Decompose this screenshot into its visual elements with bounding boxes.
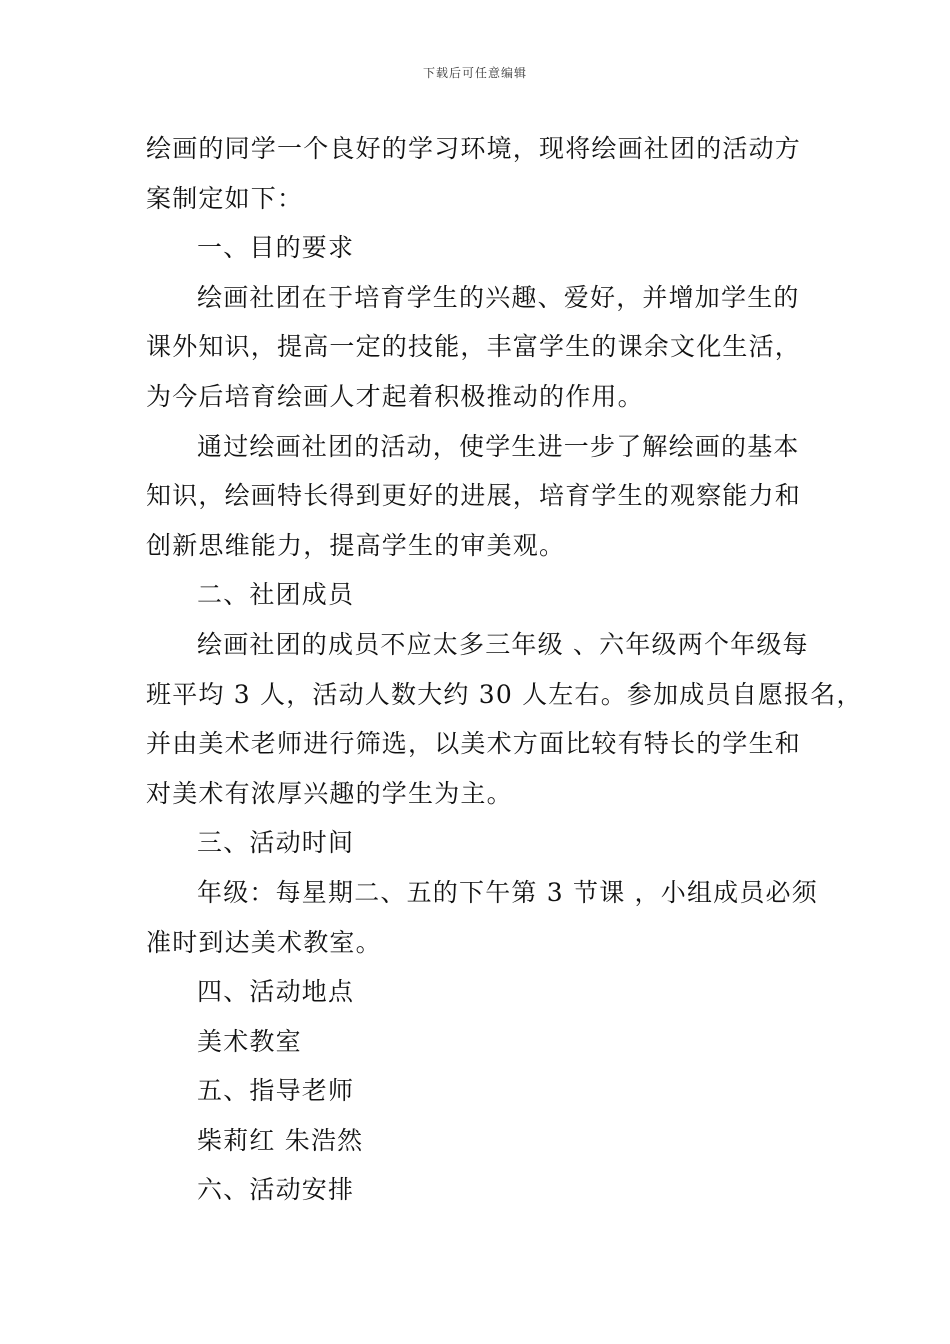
paragraph-line: 对美术有浓厚兴趣的学生为主。: [146, 778, 513, 808]
paragraph-line: 创新思维能力，提高学生的审美观。: [146, 530, 566, 560]
paragraph-line: 通过绘画社团的活动，使学生进一步了解绘画的基本: [197, 431, 800, 461]
paragraph-line: 美术教室: [197, 1026, 302, 1056]
paragraph-line: 绘画社团在于培育学生的兴趣、爱好，并增加学生的: [197, 282, 800, 312]
page-header-note: 下载后可任意编辑: [422, 66, 527, 80]
section-heading: 四、活动地点: [197, 977, 355, 1007]
paragraph-line: 为今后培育绘画人才起着积极推动的作用。: [146, 381, 644, 411]
paragraph-line: 课外知识，提高一定的技能，丰富学生的课余文化生活，: [146, 332, 802, 362]
section-heading: 二、社团成员: [197, 580, 355, 610]
document-body: [146, 124, 863, 1215]
paragraph-line: 班平均 3 人，活动人数大约 30 人左右。参加成员自愿报名，: [146, 679, 863, 709]
paragraph-line: 绘画的同学一个良好的学习环境，现将绘画社团的活动方: [146, 134, 802, 163]
section-heading: 三、活动时间: [197, 828, 355, 858]
section-heading: 六、活动安排: [197, 1175, 355, 1205]
paragraph-line: 案制定如下：: [146, 183, 304, 213]
section-heading: 一、目的要求: [197, 233, 355, 263]
paragraph-line: 知识，绘画特长得到更好的进展，培育学生的观察能力和: [146, 481, 802, 511]
paragraph-line: 年级：每星期二、五的下午第 3 节课 ，小组成员必须: [197, 877, 818, 907]
section-heading: 五、指导老师: [197, 1076, 355, 1106]
paragraph-line: 并由美术老师进行筛选，以美术方面比较有特长的学生和: [146, 729, 802, 759]
paragraph-line: 准时到达美术教室。: [146, 927, 382, 957]
paragraph-line: 柴莉红 朱浩然: [197, 1125, 364, 1155]
paragraph-line: 绘画社团的成员不应太多三年级 、六年级两个年级每: [197, 629, 809, 659]
